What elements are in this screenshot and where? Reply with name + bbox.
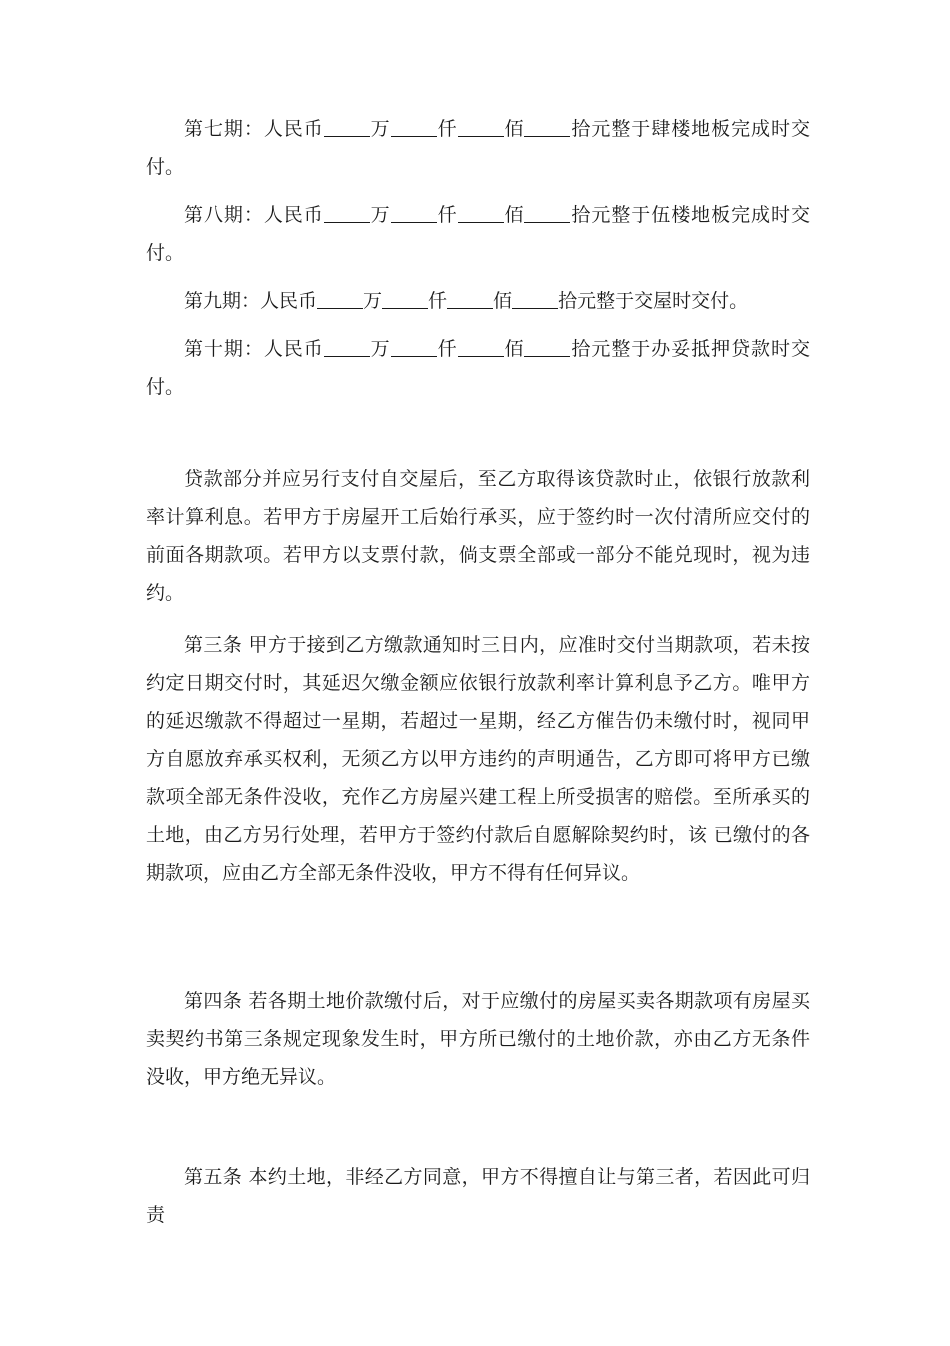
installment-9: 第九期：人民币 万 仟 佰 拾元整于交屋时交付。	[184, 290, 749, 312]
installment-10: 第十期：人民币 万 仟 佰 拾元整于办妥抵押贷款时交付。	[146, 338, 810, 398]
amount-blank[interactable]	[524, 336, 570, 357]
amount-blank[interactable]	[382, 288, 428, 309]
amount-blank[interactable]	[317, 288, 363, 309]
installment-8: 第八期：人民币 万 仟 佰 拾元整于伍楼地板完成时交付。	[146, 204, 810, 264]
article-4-paragraph: 第四条 若各期土地价款缴付后，对于应缴付的房屋买卖各期款项有房屋买卖契约书第三条规定现象发生时，甲方所已缴付的土地价款，亦由乙方无条件没收，甲方绝无异议。	[146, 990, 810, 1088]
amount-blank[interactable]	[458, 116, 504, 137]
amount-blank[interactable]	[391, 116, 437, 137]
installment-7: 第七期：人民币 万 仟 佰 拾元整于肆楼地板完成时交付。	[146, 118, 810, 178]
amount-blank[interactable]	[391, 202, 437, 223]
amount-blank[interactable]	[458, 336, 504, 357]
amount-blank[interactable]	[324, 202, 370, 223]
amount-blank[interactable]	[524, 202, 570, 223]
amount-blank[interactable]	[324, 116, 370, 137]
amount-blank[interactable]	[447, 288, 493, 309]
article-5-paragraph: 第五条 本约土地，非经乙方同意，甲方不得擅自让与第三者，若因此可归责	[146, 1166, 810, 1226]
amount-blank[interactable]	[324, 336, 370, 357]
amount-blank[interactable]	[458, 202, 504, 223]
amount-blank[interactable]	[512, 288, 558, 309]
loan-interest-paragraph: 贷款部分并应另行支付自交屋后，至乙方取得该贷款时止，依银行放款利率计算利息。若甲方于房屋开工后始行承买，应于签约时一次付清所应交付的前面各期款项。若甲方以支票付款，倘支票全部或一部分不能兑现时，视为违约。	[146, 468, 810, 604]
amount-blank[interactable]	[524, 116, 570, 137]
amount-blank[interactable]	[391, 336, 437, 357]
article-3-paragraph: 第三条 甲方于接到乙方缴款通知时三日内，应准时交付当期款项，若未按约定日期交付时，其延迟欠缴金额应依银行放款利率计算利息予乙方。唯甲方的延迟缴款不得超过一星期，若超过一星期，经乙方催告仍未缴付时，视同甲方自愿放弃承买权利，无须乙方以甲方违约的声明通告，乙方即可将甲方已缴款项全部无条件没收，充作乙方房屋兴建工程上所受损害的赔偿。至所承买的土地，由乙方另行处理，若甲方于签约付款后自愿解除契约时，该 已缴付的各期款项，应由乙方全部无条件没收，甲方不得有任何异议。	[146, 634, 810, 884]
